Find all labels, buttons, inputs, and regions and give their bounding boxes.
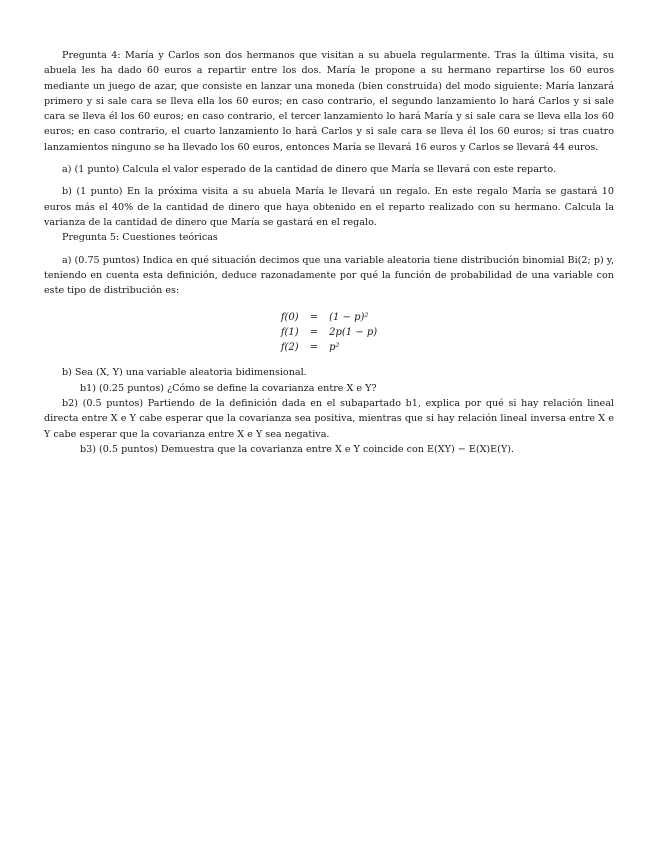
formula-row bbox=[278, 310, 380, 325]
formula-row bbox=[278, 340, 380, 355]
question-5-part-a: a) (0.75 puntos) Indica en qué situación decimos que una variable aleatoria tiene distribución binomial Bi(2; p) y, teniendo en cuenta esta definición, deduce razonadamente por qué la función de probabilidad de una variable con este tipo de distribución es: bbox=[44, 254, 614, 297]
formula-eq: = bbox=[309, 327, 319, 339]
exam-page bbox=[44, 48, 614, 457]
formula-rhs: (1 − p)² bbox=[329, 312, 369, 324]
question-5-title: Pregunta 5: Cuestiones teóricas bbox=[62, 232, 218, 244]
formula-row bbox=[278, 325, 380, 340]
question-4-part-b: b) (1 punto) En la próxima visita a su abuela María le llevará un regalo. En este regalo María se gastará 10 euros más el 40% de la cantidad de dinero que haya obtenido en el reparto realizado con su hermano. Calcula la varianza de la cantidad de dinero que María se gastará en el regalo. bbox=[44, 186, 614, 228]
question-5-part-b3: b3) (0.5 puntos) Demuestra que la covarianza entre X e Y coincide con E(XY) − E(X)E(Y). bbox=[80, 443, 515, 455]
question-5-part-b2: b2) (0.5 puntos) Partiendo de la definición dada en el subapartado b1, explica por qué si hay relación lineal directa entre X e Y cabe esperar que la covarianza sea positiva, mientras que si hay relación lineal inversa entre X e Y cabe esperar que la covarianza entre X e Y sea negativa. bbox=[44, 398, 614, 440]
formula-eq: = bbox=[309, 312, 319, 324]
question-4-intro bbox=[44, 48, 614, 155]
formula-lhs: f(2) bbox=[280, 342, 299, 354]
probability-function-formulas bbox=[44, 310, 614, 355]
formula-eq: = bbox=[309, 342, 319, 354]
question-4-title: Pregunta 4: bbox=[62, 50, 121, 61]
formula-rhs: 2p(1 − p) bbox=[329, 327, 378, 339]
formula-lhs: f(0) bbox=[280, 312, 299, 324]
question-4-statement: María y Carlos son dos hermanos que visitan a su abuela regularmente. Tras la última visita, su abuela les ha dado 60 euros a repartir entre los dos. María le propone a su hermano repartirse los 60 euros mediante un juego de azar, que consiste en lanzar una moneda (bien construida) del modo siguiente: María lanzará primero y si sale cara se lleva ella los 60 euros; en caso contrario, el segundo lanzamiento lo hará Carlos y si sale cara se lleva él los 60 euros; en caso contrario, el tercer lanzamiento lo hará María y si sale cara se lleva ella los 60 euros; en caso contrario, el cuarto lanzamiento lo hará Carlos y si sale cara se lleva él los 60 euros; si tras cuatro lanzamientos ninguno se ha llevado los 60 euros, entonces María se llevará 16 euros y Carlos se llevará 44 euros. bbox=[44, 50, 614, 153]
question-5-part-b: b) Sea (X, Y) una variable aleatoria bidimensional. bbox=[62, 367, 307, 379]
question-4-part-a: a) (1 punto) Calcula el valor esperado de la cantidad de dinero que María se llevará con este reparto. bbox=[62, 164, 557, 176]
formula-rhs: p² bbox=[329, 342, 340, 354]
question-5-part-b1: b1) (0.25 puntos) ¿Cómo se define la covarianza entre X e Y? bbox=[80, 382, 377, 394]
formula-lhs: f(1) bbox=[280, 327, 299, 339]
